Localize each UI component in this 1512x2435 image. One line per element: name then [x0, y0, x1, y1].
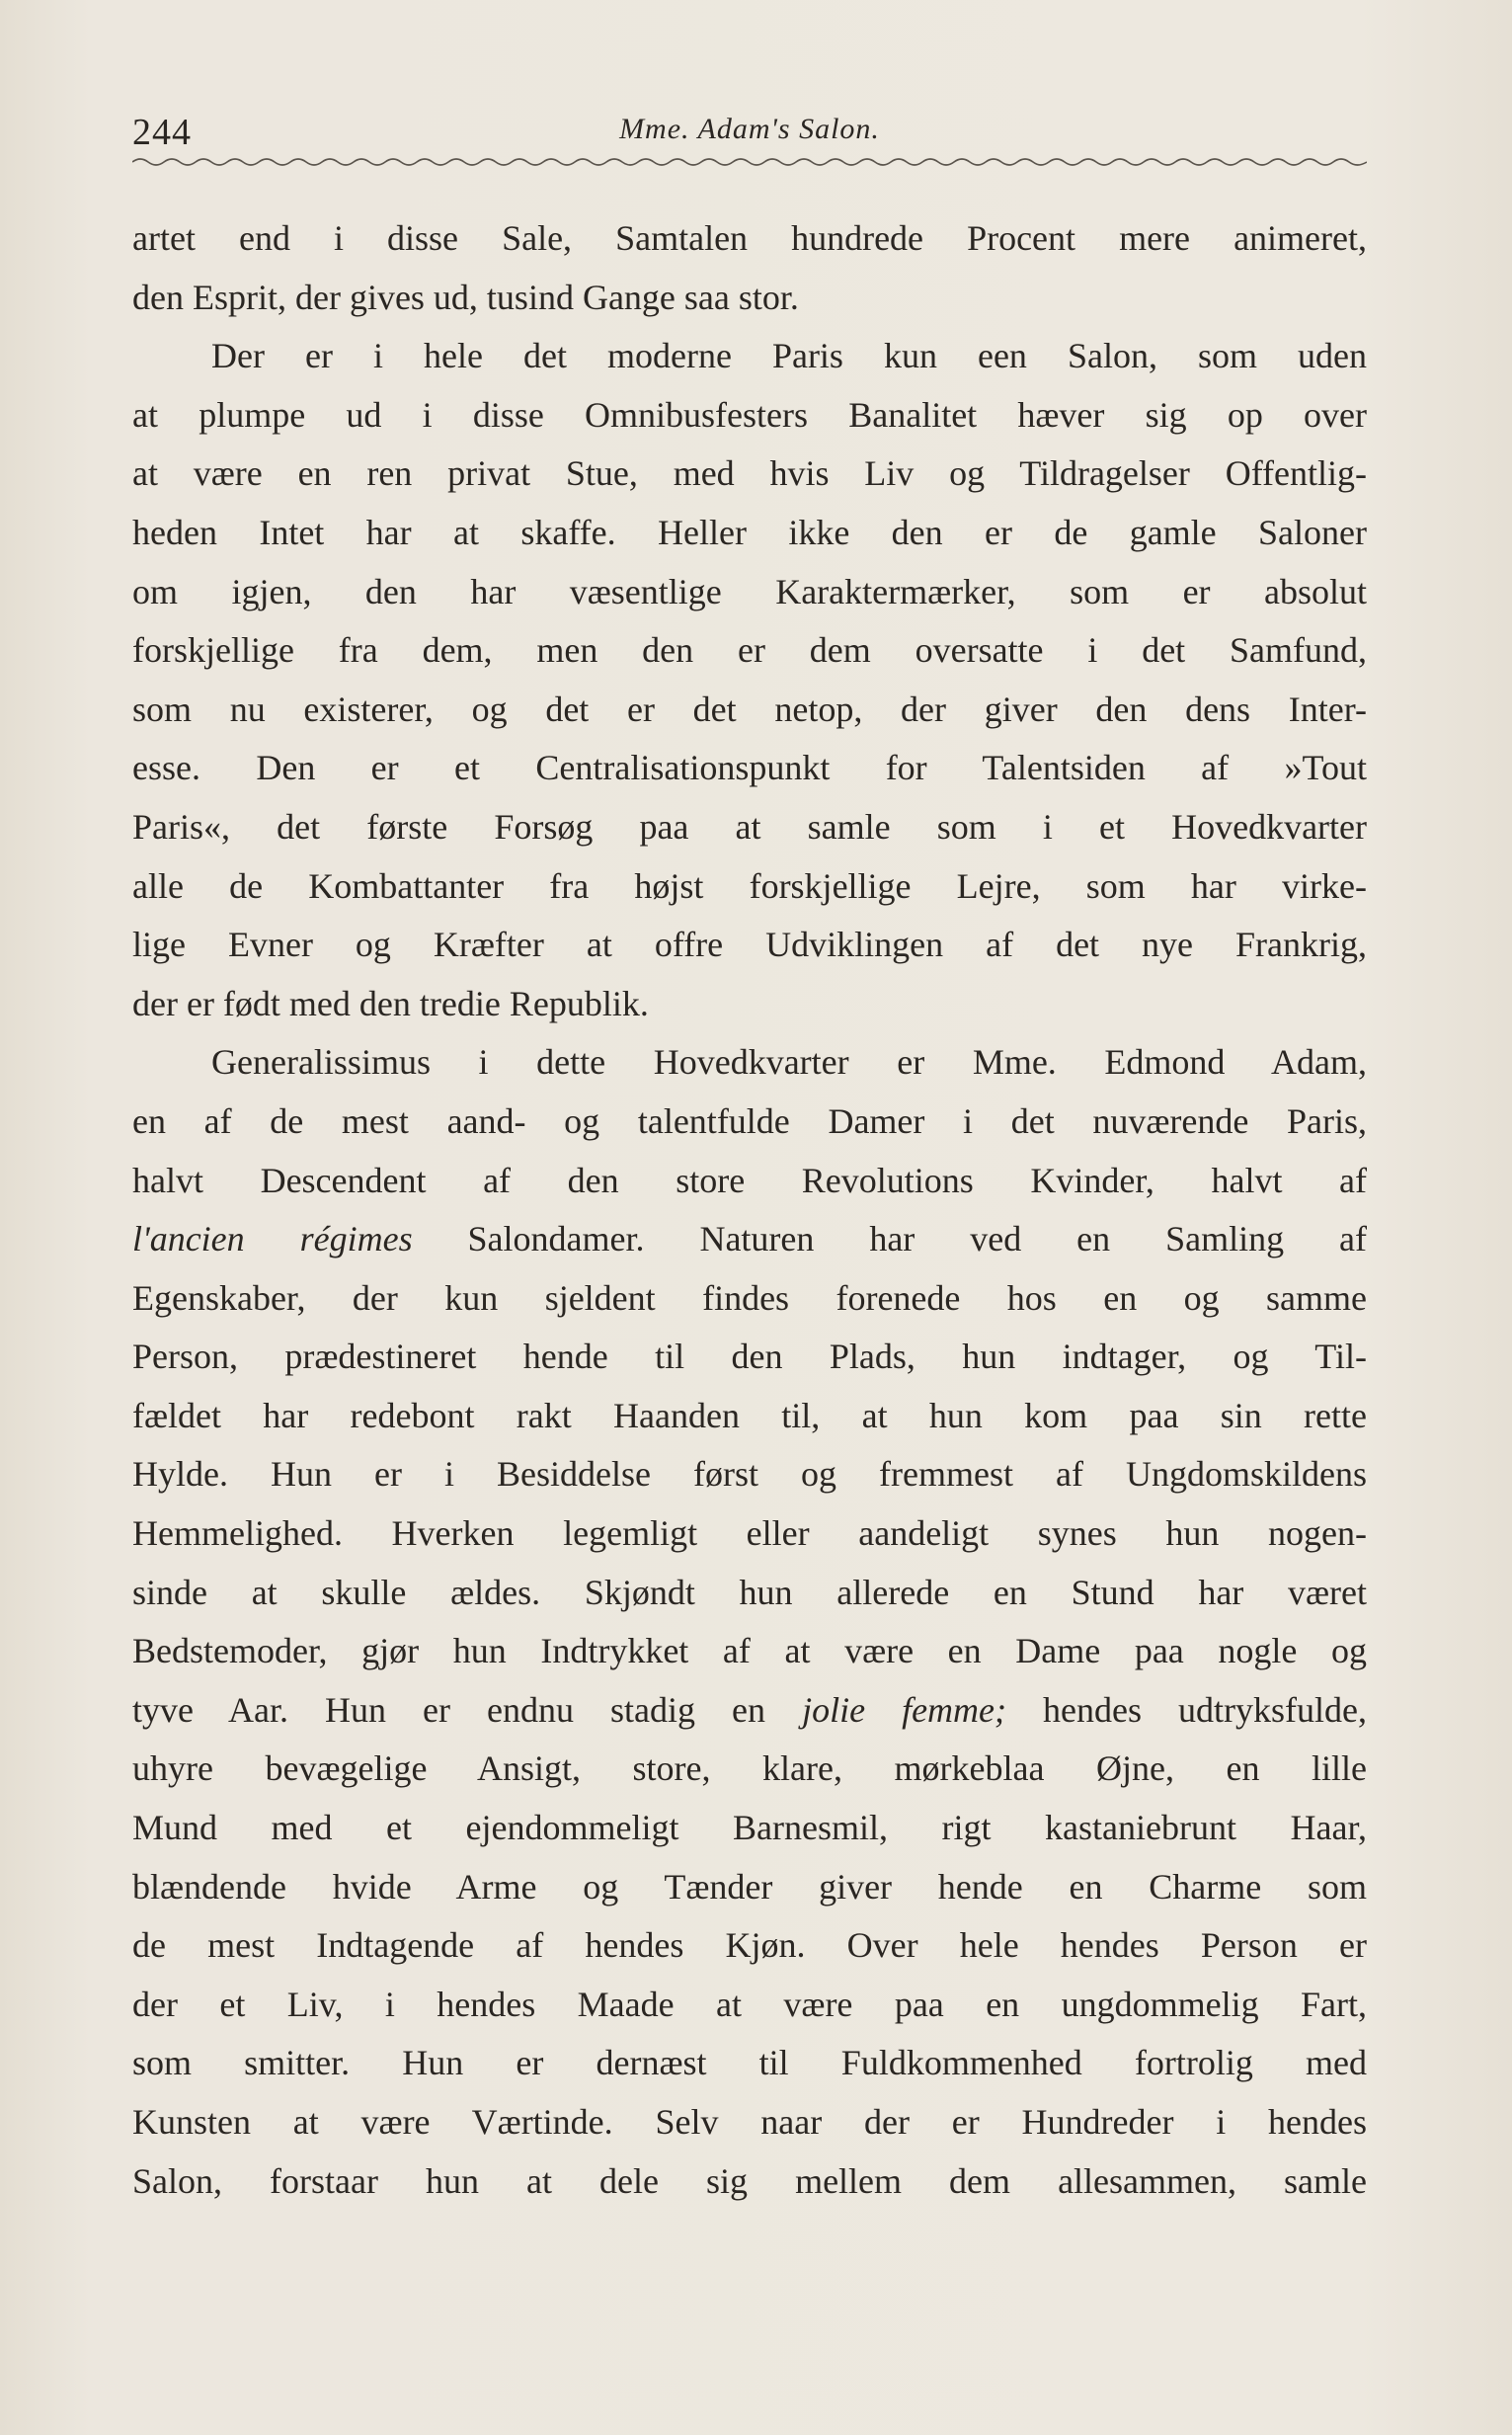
text-line: Generalissimus i dette Hovedkvarter er Mme. Edmond Adam,	[211, 1042, 1367, 1083]
text-line: den Esprit, der gives ud, tusind Gange saa stor.	[132, 277, 799, 317]
decorative-wavy-rule	[132, 156, 1367, 168]
text-line-with-italic	[132, 1210, 1367, 1269]
text-line: Person, prædestineret hende til den Plads, hun indtager, og Til-	[132, 1337, 1367, 1377]
text-segment: tyve Aar. Hun er endnu stadig en	[132, 1689, 803, 1730]
text-line: som smitter. Hun er dernæst til Fuldkommenhed fortrolig med	[132, 2043, 1367, 2083]
text-segment: Salondamer. Naturen har ved en Samling af	[412, 1219, 1368, 1259]
text-line: de mest Indtagende af hendes Kjøn. Over hele hendes Person er	[132, 1925, 1367, 1966]
text-line: Salon, forstaar hun at dele sig mellem dem allesammen, samle	[132, 2160, 1367, 2201]
text-line: en af de mest aand- og talentfulde Damer i det nuværende Paris,	[132, 1100, 1367, 1141]
text-line: Mund med et ejendommeligt Barnesmil, rigt kastaniebrunt Haar,	[132, 1808, 1367, 1848]
text-line: fældet har redebont rakt Haanden til, at hun kom paa sin rette	[132, 1395, 1367, 1435]
italic-phrase: l'ancien régimes	[132, 1219, 413, 1259]
text-line: uhyre bevægelige Ansigt, store, klare, mørkeblaa Øjne, en lille	[132, 1748, 1367, 1789]
text-line: Bedstemoder, gjør hun Indtrykket af at være en Dame paa nogle og	[132, 1631, 1367, 1671]
text-line: Hemmelighed. Hverken legemligt eller aandeligt synes hun nogen-	[132, 1513, 1367, 1554]
text-line: at plumpe ud i disse Omnibusfesters Banalitet hæver sig op over	[132, 394, 1367, 435]
text-line: artet end i disse Sale, Samtalen hundrede Procent mere animeret,	[132, 218, 1367, 258]
text-line: blændende hvide Arme og Tænder giver hende en Charme som	[132, 1866, 1367, 1907]
text-line: der er født med den tredie Republik.	[132, 983, 649, 1023]
running-title: Mme. Adam's Salon.	[619, 113, 880, 145]
page-header	[132, 103, 1367, 152]
text-line: heden Intet har at skaffe. Heller ikke den er de gamle Saloner	[132, 512, 1367, 552]
text-line: Egenskaber, der kun sjeldent findes forenede hos en og samme	[132, 1277, 1367, 1318]
text-line: alle de Kombattanter fra højst forskjellige Lejre, som har virke-	[132, 865, 1367, 906]
text-line: halvt Descendent af den store Revolutions Kvinder, halvt af	[132, 1160, 1367, 1200]
page-number: 244	[132, 112, 192, 153]
italic-phrase: jolie femme;	[802, 1689, 1007, 1730]
text-line: der et Liv, i hendes Maade at være paa en ungdommelig Fart,	[132, 1984, 1367, 2024]
text-line: Hylde. Hun er i Besiddelse først og fremmest af Ungdomskildens	[132, 1454, 1367, 1495]
text-line: sinde at skulle ældes. Skjøndt hun allerede en Stund har været	[132, 1572, 1367, 1612]
text-line: esse. Den er et Centralisationspunkt for Talentsiden af »Tout	[132, 748, 1367, 788]
text-line: Kunsten at være Værtinde. Selv naar der er Hundreder i hendes	[132, 2102, 1367, 2142]
text-line: at være en ren privat Stue, med hvis Liv og Tildragelser Offentlig-	[132, 453, 1367, 494]
text-line: lige Evner og Kræfter at offre Udviklingen af det nye Frankrig,	[132, 925, 1367, 965]
body-text	[132, 209, 1367, 2211]
text-line-with-italic	[132, 1681, 1367, 1741]
text-line: som nu existerer, og det er det netop, der giver den dens Inter-	[132, 689, 1367, 729]
text-segment: hendes udtryksfulde,	[1006, 1689, 1367, 1730]
text-line: forskjellige fra dem, men den er dem oversatte i det Samfund,	[132, 630, 1367, 671]
text-line: Paris«, det første Forsøg paa at samle som i et Hovedkvarter	[132, 806, 1367, 847]
text-line: Der er i hele det moderne Paris kun een Salon, som uden	[211, 336, 1367, 376]
text-line: om igjen, den har væsentlige Karaktermærker, som er absolut	[132, 571, 1367, 611]
